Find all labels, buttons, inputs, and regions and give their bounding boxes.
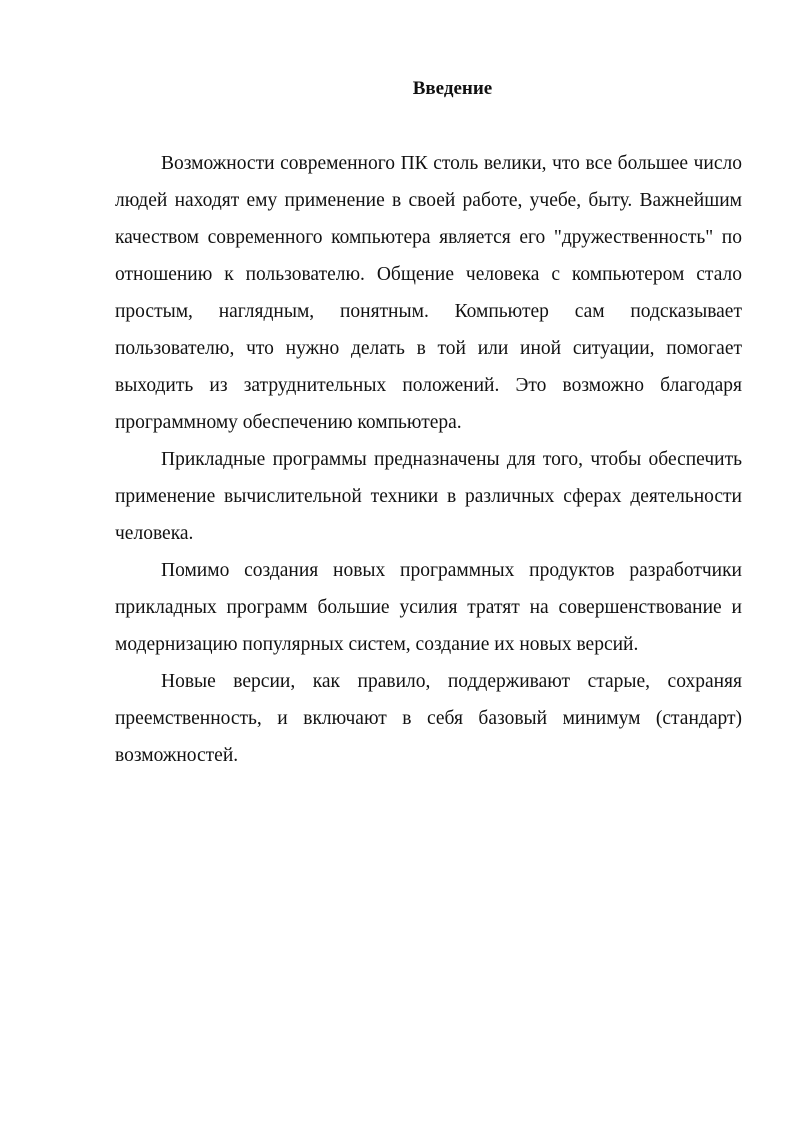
paragraph-4: Новые версии, как правило, поддерживают старые, сохраняя преемственность, и включают в себя базовый минимум (стандарт) возможностей.	[115, 671, 742, 766]
paragraph-2: Прикладные программы предназначены для того, чтобы обеспечить применение вычислительной техники в различных сферах деятельности человека.	[115, 449, 742, 544]
page-title: Введение	[412, 78, 493, 99]
document-body	[115, 145, 742, 774]
paragraph-1: Возможности современного ПК столь велики, что все большее число людей находят ему применение в своей работе, учебе, быту. Важнейшим качеством современного компьютера является его "дружественность" по отношению к пользователю. Общение человека с компьютером стало простым, наглядным, понятным. Компьютер сам подсказывает пользователю, что нужно делать в той или иной ситуации, помогает выходить из затруднительных положений. Это возможно благодаря программному обеспечению компьютера.	[115, 153, 742, 433]
paragraph-3: Помимо создания новых программных продуктов разработчики прикладных программ большие усилия тратят на совершенствование и модернизацию популярных систем, создание их новых версий.	[115, 560, 742, 655]
